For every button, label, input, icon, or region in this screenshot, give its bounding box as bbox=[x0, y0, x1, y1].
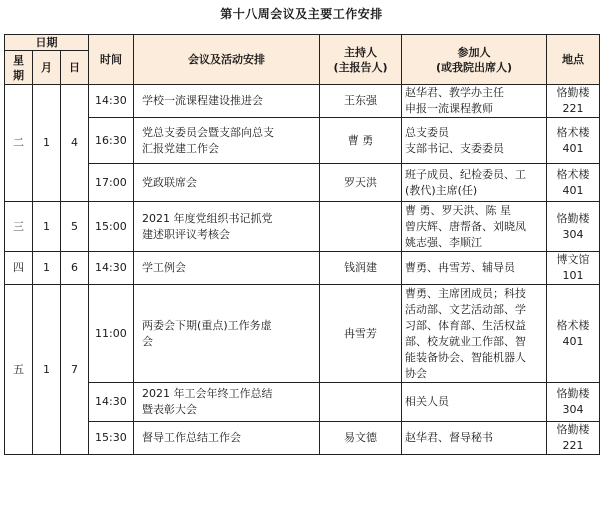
table-row bbox=[5, 164, 600, 202]
host-cell: 曹 勇 bbox=[320, 118, 402, 164]
event-cell: 党政联席会 bbox=[134, 164, 320, 202]
host-header bbox=[320, 35, 402, 85]
host-cell bbox=[320, 383, 402, 422]
time-cell: 14:30 bbox=[89, 85, 134, 118]
attendees-header-line1: 参加人 bbox=[457, 45, 491, 59]
time-cell: 15:00 bbox=[89, 202, 134, 252]
month-cell: 1 bbox=[33, 252, 61, 285]
date-group-header: 日期 bbox=[5, 35, 89, 51]
location-cell: 格术楼 401 bbox=[547, 285, 600, 383]
time-cell: 14:30 bbox=[89, 383, 134, 422]
weekday-cell: 四 bbox=[5, 252, 33, 285]
event-cell: 督导工作总结工作会 bbox=[134, 422, 320, 455]
host-cell: 冉雪芳 bbox=[320, 285, 402, 383]
schedule-table bbox=[4, 34, 600, 455]
day-cell: 5 bbox=[61, 202, 89, 252]
location-cell: 恪勤楼 304 bbox=[547, 383, 600, 422]
time-cell: 11:00 bbox=[89, 285, 134, 383]
attendees-header bbox=[402, 35, 547, 85]
host-cell: 王东强 bbox=[320, 85, 402, 118]
table-row bbox=[5, 422, 600, 455]
time-cell: 17:00 bbox=[89, 164, 134, 202]
host-cell: 易文德 bbox=[320, 422, 402, 455]
attendees-cell: 相关人员 bbox=[402, 383, 547, 422]
host-cell: 罗天洪 bbox=[320, 164, 402, 202]
weekday-header: 星 期 bbox=[5, 51, 33, 85]
location-cell: 恪勤楼 221 bbox=[547, 85, 600, 118]
day-cell: 6 bbox=[61, 252, 89, 285]
event-cell: 学校一流课程建设推进会 bbox=[134, 85, 320, 118]
table-row bbox=[5, 118, 600, 164]
month-cell: 1 bbox=[33, 202, 61, 252]
table-row bbox=[5, 202, 600, 252]
table-row bbox=[5, 383, 600, 422]
attendees-cell: 班子成员、纪检委员、工 (教代)主席(任) bbox=[402, 164, 547, 202]
weekday-cell: 五 bbox=[5, 285, 33, 455]
location-cell: 博文馆 101 bbox=[547, 252, 600, 285]
attendees-cell: 总支委员 支部书记、支委委员 bbox=[402, 118, 547, 164]
month-header: 月 bbox=[33, 51, 61, 85]
event-header: 会议及活动安排 bbox=[134, 35, 320, 85]
host-header-line2: (主报告人) bbox=[333, 60, 388, 74]
attendees-header-line2: (或我院出席人) bbox=[436, 60, 513, 74]
table-row bbox=[5, 85, 600, 118]
location-cell: 恪勤楼 304 bbox=[547, 202, 600, 252]
month-cell: 1 bbox=[33, 285, 61, 455]
location-cell: 格术楼 401 bbox=[547, 118, 600, 164]
location-cell: 格术楼 401 bbox=[547, 164, 600, 202]
attendees-cell: 曹勇、主席团成员；科技 活动部、文艺活动部、学 习部、体育部、生活权益 部、校友就业工作部、智 能装备协会、智能机器人 协会 bbox=[402, 285, 547, 383]
page-title: 第十八周会议及主要工作安排 bbox=[220, 7, 383, 21]
attendees-cell: 曹勇、冉雪芳、辅导员 bbox=[402, 252, 547, 285]
weekday-cell: 三 bbox=[5, 202, 33, 252]
event-cell: 党总支委员会暨支部向总支 汇报党建工作会 bbox=[134, 118, 320, 164]
day-cell: 7 bbox=[61, 285, 89, 455]
month-cell: 1 bbox=[33, 85, 61, 202]
attendees-cell: 曹 勇、罗天洪、陈 星 曾庆辉、唐帮备、刘晓凤 姚志强、李顺江 bbox=[402, 202, 547, 252]
day-cell: 4 bbox=[61, 85, 89, 202]
host-cell: 钱润建 bbox=[320, 252, 402, 285]
location-cell: 恪勤楼 221 bbox=[547, 422, 600, 455]
day-header: 日 bbox=[61, 51, 89, 85]
event-cell: 2021 年度党组织书记抓党 建述职评议考核会 bbox=[134, 202, 320, 252]
event-cell: 2021 年工会年终工作总结 暨表彰大会 bbox=[134, 383, 320, 422]
time-cell: 15:30 bbox=[89, 422, 134, 455]
event-cell: 两委会下期(重点)工作务虚 会 bbox=[134, 285, 320, 383]
location-header: 地点 bbox=[547, 35, 600, 85]
schedule-body bbox=[5, 85, 600, 455]
host-header-line1: 主持人 bbox=[344, 45, 378, 59]
weekday-cell: 二 bbox=[5, 85, 33, 202]
attendees-cell: 赵华君、督导秘书 bbox=[402, 422, 547, 455]
time-cell: 14:30 bbox=[89, 252, 134, 285]
table-row bbox=[5, 252, 600, 285]
time-cell: 16:30 bbox=[89, 118, 134, 164]
host-cell bbox=[320, 202, 402, 252]
event-cell: 学工例会 bbox=[134, 252, 320, 285]
time-header: 时间 bbox=[89, 35, 134, 85]
attendees-cell: 赵华君、教学办主任 申报一流课程教师 bbox=[402, 85, 547, 118]
table-row bbox=[5, 285, 600, 383]
